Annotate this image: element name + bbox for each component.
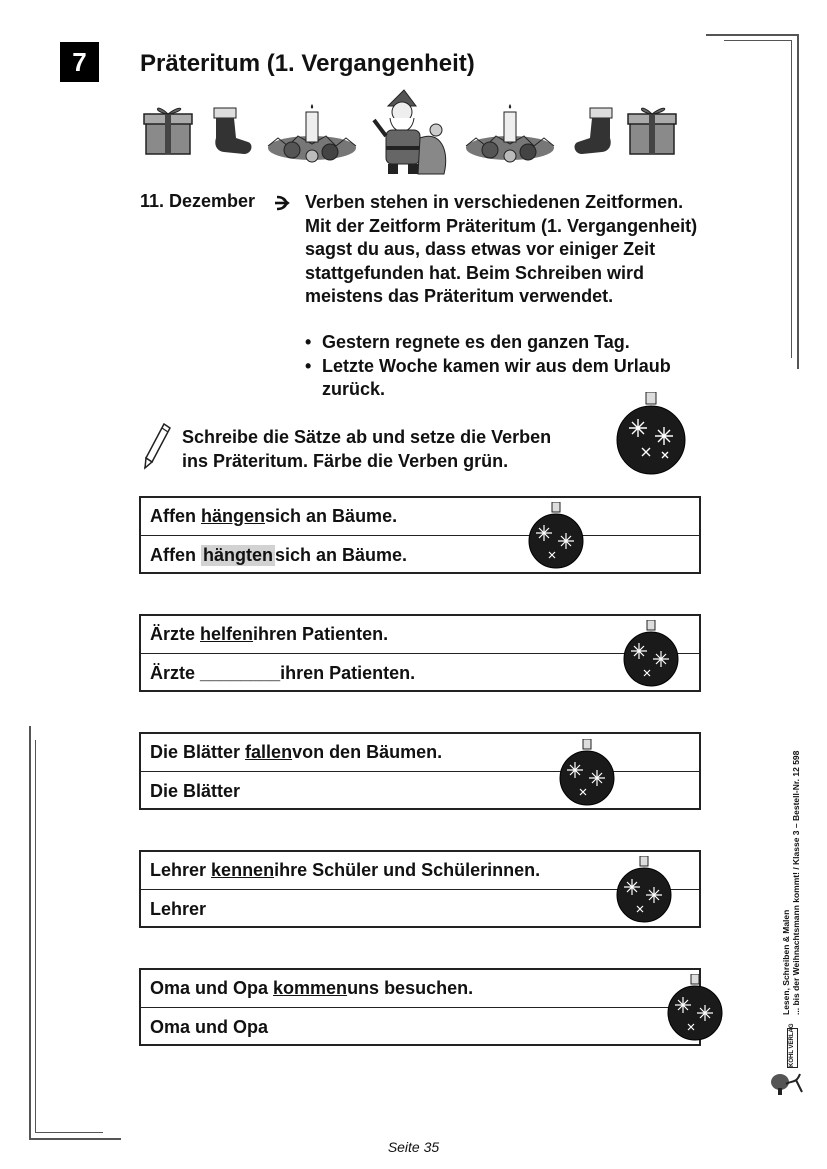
task-instruction bbox=[182, 426, 602, 473]
example-item: • Gestern regnete es den ganzen Tag. bbox=[305, 331, 745, 355]
christmas-bauble-icon bbox=[615, 856, 673, 924]
intro-line: meistens das Präteritum verwendet. bbox=[305, 286, 614, 307]
sentence-text: Die Blätter bbox=[150, 742, 241, 762]
frame-bottom-left-v2 bbox=[35, 740, 36, 1133]
exercise-sentence bbox=[141, 616, 699, 654]
task-line: Schreibe die Sätze ab und setze die Verben bbox=[182, 427, 552, 447]
answer-text: Oma und Opa bbox=[150, 1016, 269, 1037]
answer-line[interactable] bbox=[141, 654, 699, 692]
gift-icon bbox=[628, 108, 676, 154]
exercise-sentence bbox=[141, 498, 699, 536]
candle-wreath-icon bbox=[466, 104, 554, 162]
exercise-box bbox=[139, 496, 701, 574]
christmas-bauble-icon bbox=[527, 502, 585, 570]
answer-text: ihren Patienten. bbox=[280, 662, 416, 683]
intro-text bbox=[305, 191, 745, 309]
frame-top-right-h2 bbox=[724, 40, 792, 41]
intro-line: sagst du aus, dass etwas vor einiger Zeit bbox=[305, 239, 656, 260]
side-publisher-text bbox=[781, 751, 801, 1015]
christmas-bauble-icon bbox=[558, 739, 616, 807]
sentence-text: Lehrer bbox=[150, 860, 207, 880]
sentence-text: ihren Patienten. bbox=[253, 624, 389, 644]
gift-icon bbox=[144, 108, 192, 154]
answer-text: sich an Bäume. bbox=[275, 544, 408, 565]
sentence-text: ihre Schüler und Schülerinnen. bbox=[274, 860, 541, 880]
frame-top-right-v2 bbox=[791, 40, 792, 358]
frame-top-right-v bbox=[797, 34, 799, 369]
sentence-text: uns besuchen. bbox=[347, 978, 474, 998]
answer-verb: hängten bbox=[203, 544, 274, 565]
santa-claus-icon bbox=[374, 90, 446, 174]
example-item: • Letzte Woche kamen wir aus dem Urlaub zurück. bbox=[305, 355, 722, 402]
exercise-box bbox=[139, 732, 701, 810]
publisher-name: KOHL VERLAG bbox=[789, 1023, 795, 1067]
answer-text: Lehrer bbox=[150, 898, 207, 919]
publisher-badge bbox=[787, 1023, 798, 1068]
sentence-text: Affen bbox=[150, 506, 196, 526]
stocking-icon bbox=[214, 108, 251, 154]
exercise-box bbox=[139, 614, 701, 692]
stocking-icon bbox=[575, 108, 612, 154]
christmas-bauble-icon bbox=[666, 974, 724, 1042]
verb: helfen bbox=[200, 624, 254, 644]
answer-text: Affen bbox=[150, 544, 196, 565]
exercise-sentence bbox=[141, 970, 699, 1008]
sentence-text: Ärzte bbox=[150, 624, 196, 644]
chapter-number-box: 7 bbox=[60, 42, 99, 82]
frame-top-right-h bbox=[706, 34, 798, 36]
verb: kommen bbox=[273, 978, 348, 998]
christmas-decoration-row bbox=[140, 88, 680, 176]
intro-line: stattgefunden hat. Beim Schreiben wird bbox=[305, 262, 645, 283]
christmas-bauble-icon bbox=[622, 620, 680, 688]
sentence-text: von den Bäumen. bbox=[292, 742, 443, 762]
arrow-right-curved-icon bbox=[273, 193, 293, 213]
intro-line: Verben stehen in verschiedenen Zeitformen. bbox=[305, 192, 684, 212]
verb: hängen bbox=[201, 506, 266, 526]
answer-blank[interactable]: ________ bbox=[200, 662, 281, 683]
exercise-box bbox=[139, 968, 701, 1046]
date-label: 11. Dezember bbox=[140, 191, 256, 211]
verb: kennen bbox=[211, 860, 275, 880]
tree-logo-icon bbox=[770, 1070, 804, 1096]
page-footer: Seite 35 bbox=[387, 1139, 440, 1155]
task-line: ins Präteritum. Färbe die Verben grün. bbox=[182, 450, 509, 471]
answer-line[interactable] bbox=[141, 536, 699, 574]
sentence-text: Oma und Opa bbox=[150, 978, 269, 998]
verb: fallen bbox=[245, 742, 293, 762]
candle-wreath-icon bbox=[268, 104, 356, 162]
intro-line: Mit der Zeitform Präteritum (1. Vergangenheit) bbox=[305, 215, 698, 236]
pencil-icon bbox=[142, 422, 172, 470]
frame-bottom-left-v bbox=[29, 726, 31, 1139]
answer-text: Die Blätter bbox=[150, 780, 241, 801]
side-text-line2: ... bis der Weihnachtsmann kommt! / Klasse 3 – Bestell-Nr. 12 598 bbox=[791, 750, 801, 1015]
christmas-bauble-icon bbox=[614, 392, 688, 476]
side-text-line1: Lesen, Schreiben & Malen bbox=[781, 909, 791, 1015]
sentence-text: sich an Bäume. bbox=[265, 506, 398, 526]
answer-text: Ärzte bbox=[150, 662, 196, 683]
page-title: Präteritum (1. Vergangenheit) bbox=[140, 50, 475, 77]
answer-line[interactable] bbox=[141, 1008, 699, 1046]
frame-bottom-left-h2 bbox=[35, 1132, 103, 1133]
